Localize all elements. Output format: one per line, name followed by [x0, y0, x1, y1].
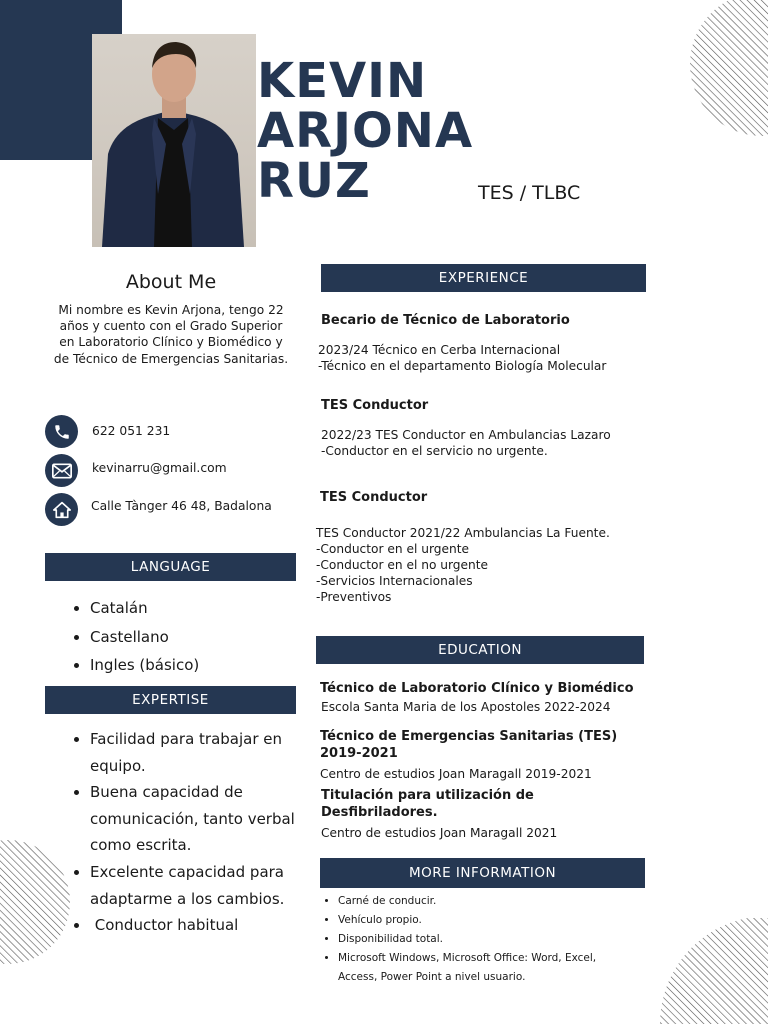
name-line-1: KEVIN [257, 53, 428, 109]
job-description: TES Conductor 2021/22 Ambulancias La Fuente. -Conductor en el urgente -Conductor en el no urgente -Servicios Internacionales -Preventivos [316, 526, 610, 604]
education-title: Técnico de Emergencias Sanitarias (TES) 2019-2021 [320, 729, 618, 761]
job-title: TES Conductor [321, 398, 429, 413]
hatched-circle-top-right [690, 0, 768, 140]
language-list [66, 594, 310, 680]
about-text: Mi nombre es Kevin Arjona, tengo 22 años y cuento con el Grado Superior en Laboratorio Clínico y Biomédico y de Técnico de Emergencias Sanitarias. [53, 303, 289, 366]
email-icon [45, 454, 78, 487]
phone-icon [45, 415, 78, 448]
list-item: • Ingles (básico) [90, 651, 310, 680]
list-item: • Facilidad para trabajar en equipo. [90, 726, 310, 779]
job-title: Becario de Técnico de Laboratorio [321, 313, 570, 328]
education-title: Titulación para utilización de Desfibriladores. [321, 788, 534, 820]
list-item: • Vehículo propio. [338, 911, 638, 930]
expertise-header: EXPERTISE [45, 686, 296, 714]
about-title: About Me [125, 271, 217, 293]
email-address: kevinarru@gmail.com [92, 461, 227, 475]
job-description: 2023/24 Técnico en Cerba Internacional -Técnico en el departamento Biología Molecular [318, 343, 607, 373]
list-item: • Carné de conducir. [338, 892, 638, 911]
language-header: LANGUAGE [45, 553, 296, 581]
list-item: • Castellano [90, 623, 310, 652]
person-name [257, 53, 474, 209]
job-description: 2022/23 TES Conductor en Ambulancias Lazaro -Conductor en el servicio no urgente. [321, 428, 611, 458]
portrait-illustration [92, 34, 256, 247]
education-school: Centro de estudios Joan Maragall 2019-2021 [320, 767, 592, 781]
home-address: Calle Tànger 46 48, Badalona [91, 499, 272, 513]
name-line-2: ARJONA [257, 103, 474, 159]
phone-number: 622 051 231 [92, 424, 171, 438]
experience-header: EXPERIENCE [321, 264, 646, 292]
more-information-header: MORE INFORMATION [320, 858, 645, 888]
hatched-circle-bottom-right [640, 918, 768, 1024]
expertise-list [66, 726, 310, 939]
list-item: • Catalán [90, 594, 310, 623]
list-item: • Disponibilidad total. [338, 930, 638, 949]
list-item: • Buena capacidad de comunicación, tanto verbal como escrita. [90, 779, 310, 859]
education-header: EDUCATION [316, 636, 644, 664]
home-icon [45, 493, 78, 526]
name-line-3: RUZ [257, 153, 371, 209]
list-item: • Excelente capacidad para adaptarme a los cambios. [90, 859, 310, 912]
education-school: Centro de estudios Joan Maragall 2021 [321, 826, 558, 840]
profile-photo [92, 34, 256, 247]
job-title: TES Conductor [320, 490, 428, 505]
more-information-list [314, 892, 638, 987]
hatched-circle-bottom-left [0, 840, 72, 964]
list-item: • Microsoft Windows, Microsoft Office: Word, Excel, Access, Power Point a nivel usuario. [338, 949, 638, 987]
job-role: TES / TLBC [478, 182, 581, 204]
education-school: Escola Santa Maria de los Apostoles 2022-2024 [321, 700, 611, 714]
education-title: Técnico de Laboratorio Clínico y Biomédico [320, 681, 634, 696]
list-item: • Conductor habitual [90, 912, 310, 939]
